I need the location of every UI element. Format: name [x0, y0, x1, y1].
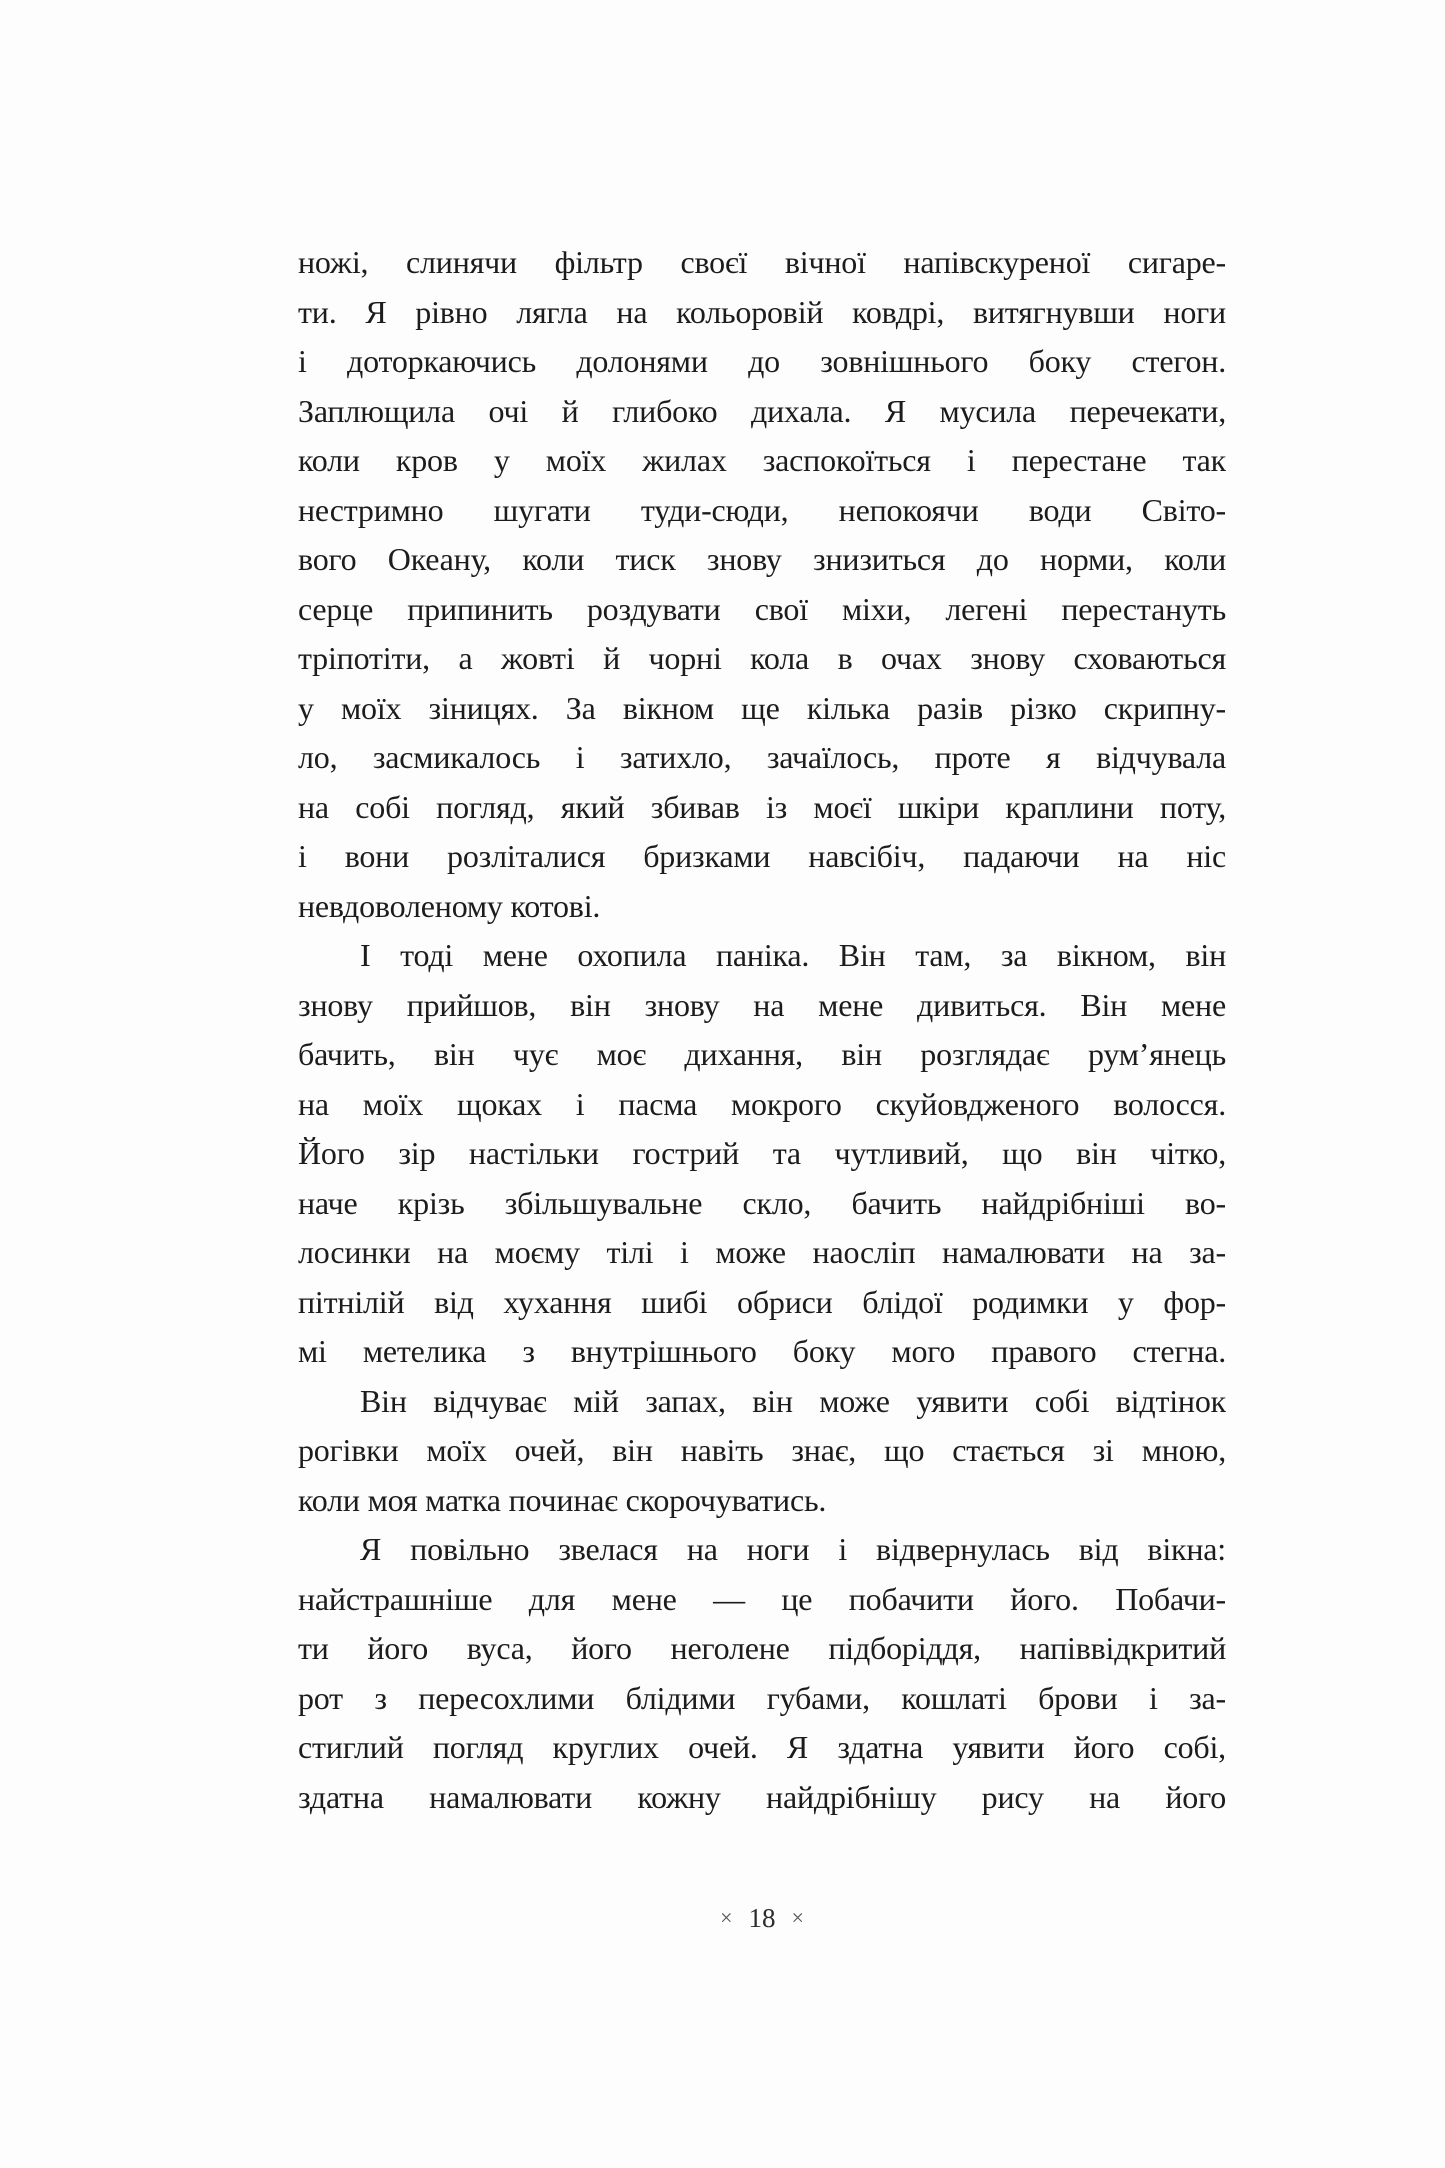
text-line: мі метелика з внутрішнього боку мого правого стегна.: [298, 1333, 1226, 1369]
text-line: коли кров у моїх жилах заспокоїться і перестане так: [298, 442, 1226, 478]
text-line: Його зір настільки гострий та чутливий, що він чітко,: [298, 1135, 1226, 1171]
text-line: коли моя матка починає скорочуватись.: [298, 1481, 827, 1518]
text-line: і доторкаючись долонями до зовнішнього боку стегон.: [298, 343, 1226, 379]
text-line: Він відчуває мій запах, він може уявити собі відтінок: [360, 1382, 1226, 1419]
text-line: і вони розліталися бризками навсібіч, падаючи на ніс: [298, 838, 1226, 874]
text-line: вого Океану, коли тиск знову знизиться до норми, коли: [298, 541, 1226, 577]
text-line: Я повільно звелася на ноги і відвернулась від вікна:: [360, 1531, 1226, 1567]
text-line: ти. Я рівно лягла на кольоровій ковдрі, витягнувши ноги: [298, 293, 1226, 330]
folio-ornament-left: ×: [720, 1905, 733, 1930]
text-line: рот з пересохлими блідими губами, кошлаті брови і за-: [298, 1679, 1226, 1716]
text-line: лосинки на моєму тілі і може наосліп намалювати на за-: [298, 1234, 1226, 1270]
text-line: серце припинить роздувати свої міхи, легені перестануть: [298, 590, 1226, 627]
text-line: рогівки моїх очей, він навіть знає, що стається зі мною,: [298, 1432, 1226, 1468]
text-line: наче крізь збільшувальне скло, бачить найдрібніші во-: [298, 1184, 1226, 1221]
text-line: на моїх щоках і пасма мокрого скуйовдженого волосся.: [298, 1085, 1226, 1122]
text-line: ти його вуса, його неголене підборіддя, напіввідкритий: [298, 1630, 1226, 1666]
page-number: [298, 1898, 1226, 1938]
text-line: здатна намалювати кожну найдрібнішу рису на його: [298, 1778, 1226, 1815]
text-line: найстрашніше для мене — це побачити його. Побачи-: [298, 1580, 1226, 1617]
text-line: І тоді мене охопила паніка. Він там, за вікном, він: [360, 937, 1226, 973]
text-line: нестримно шугати туди-сюди, непокоячи води Світо-: [298, 491, 1226, 528]
folio-ornament-right: ×: [791, 1905, 804, 1930]
text-line: невдоволеному котові.: [298, 887, 601, 924]
text-line: знову прийшов, він знову на мене дивиться. Він мене: [298, 986, 1226, 1023]
text-line: у моїх зіницях. За вікном ще кілька разів різко скрипну-: [298, 689, 1226, 726]
text-line: ножі, слинячи фільтр своєї вічної напівскуреної сигаре-: [298, 244, 1226, 280]
text-line: Заплющила очі й глибоко дихала. Я мусила перечекати,: [298, 392, 1226, 429]
text-line: тріпотіти, а жовті й чорні кола в очах знову сховаються: [298, 640, 1226, 676]
text-line: ло, засмикалось і затихло, зачаїлось, проте я відчувала: [298, 739, 1226, 775]
text-line: стиглий погляд круглих очей. Я здатна уявити його собі,: [298, 1729, 1226, 1765]
page-number-value: 18: [748, 1903, 776, 1933]
page-text: [298, 238, 1226, 1822]
text-line: пітнілій від хухання шибі обриси блідої родимки у фор-: [298, 1283, 1226, 1320]
text-line: на собі погляд, який збивав із моєї шкіри краплини поту,: [298, 788, 1226, 825]
text-line: бачить, він чує моє дихання, він розглядає рум’янець: [298, 1036, 1226, 1072]
